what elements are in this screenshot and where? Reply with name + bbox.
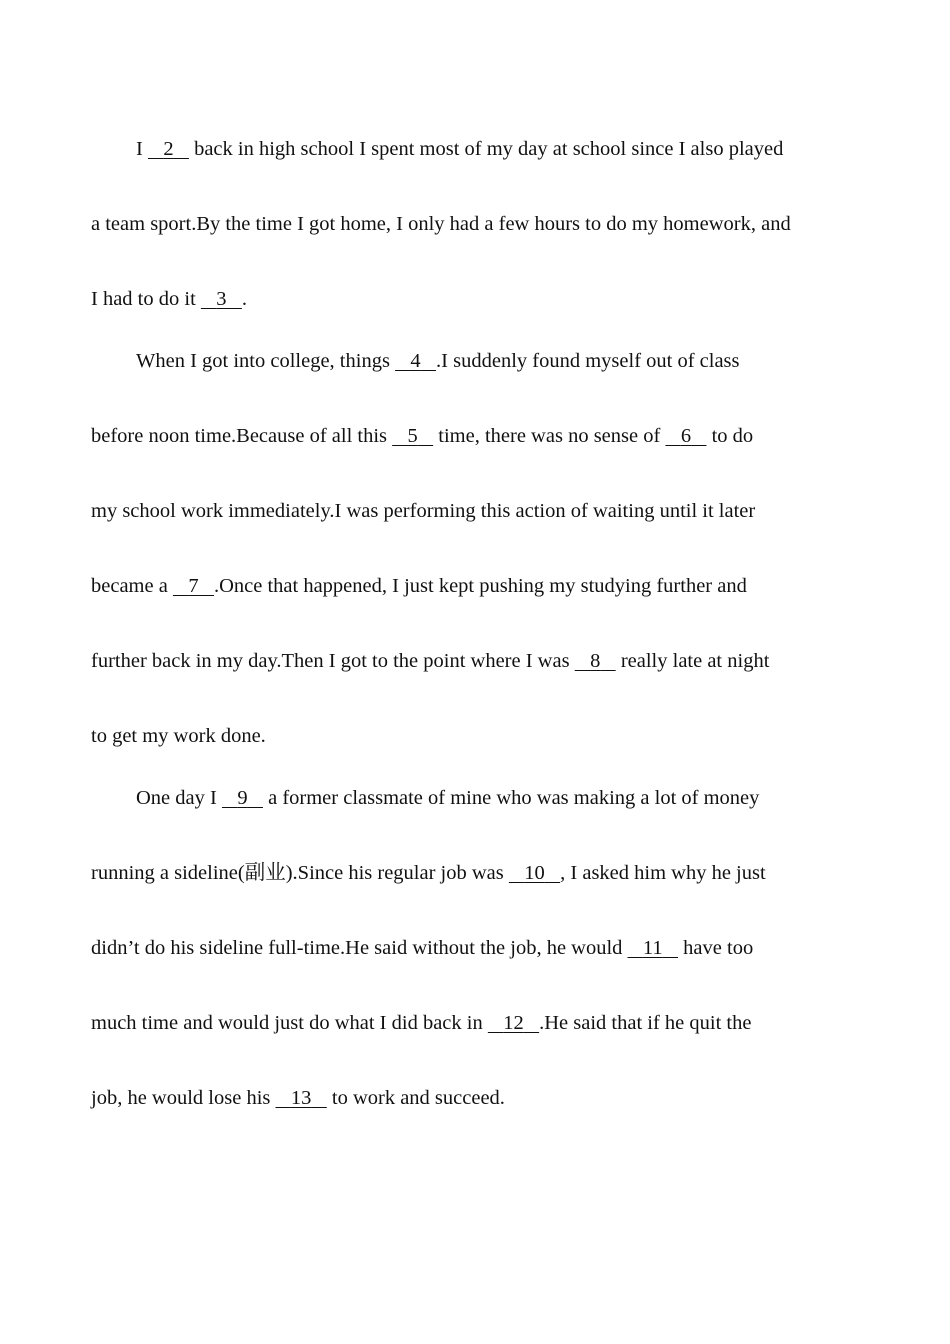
paragraph-1	[91, 118, 866, 330]
blank-10	[509, 862, 560, 884]
text-segment: One day I	[136, 787, 222, 809]
text-segment: a former classmate of mine who was making a lot of money	[262, 787, 760, 809]
text-segment: a team sport.By the time I got home, I only had a few hours to do my homework, and	[91, 213, 791, 235]
blank-9	[222, 787, 263, 809]
blank-number: 9	[237, 787, 248, 809]
blank-number: 2	[163, 138, 174, 160]
blank-number: 7	[188, 575, 199, 597]
blank-4	[395, 350, 436, 372]
blank-number: 13	[290, 1087, 312, 1109]
blank-number: 11	[642, 937, 663, 959]
blank-11	[628, 937, 679, 959]
paragraph-2	[91, 330, 866, 767]
blank-7	[173, 575, 214, 597]
text-segment: running a sideline(副业).Since his regular job was	[91, 862, 509, 884]
text-line	[91, 330, 866, 405]
blank-number: 10	[524, 862, 545, 884]
cloze-passage	[91, 118, 866, 1129]
text-line	[91, 555, 866, 630]
text-line	[91, 268, 866, 330]
blank-number: 6	[680, 425, 692, 447]
blank-number: 8	[590, 650, 601, 672]
text-segment: much time and would just do what I did back in	[91, 1012, 488, 1034]
text-line	[91, 405, 866, 480]
text-segment: my school work immediately.I was performing this action of waiting until it later	[91, 500, 756, 522]
text-segment: , I asked him why he just	[560, 862, 766, 884]
blank-3	[201, 288, 242, 310]
blank-8	[575, 650, 616, 672]
text-line	[91, 705, 866, 767]
text-line	[91, 842, 866, 917]
blank-6	[665, 425, 706, 447]
text-segment: .I suddenly found myself out of class	[436, 350, 740, 372]
blank-2	[148, 138, 189, 160]
blank-13	[276, 1087, 327, 1109]
blank-5	[392, 425, 433, 447]
text-segment: job, he would lose his	[91, 1087, 276, 1109]
paragraph-3	[91, 767, 866, 1129]
text-segment: .He said that if he quit the	[539, 1012, 752, 1034]
text-segment: have too	[678, 937, 754, 959]
text-line	[91, 992, 866, 1067]
text-segment: I had to do it	[91, 288, 201, 310]
text-line	[91, 767, 866, 842]
text-segment: to work and succeed.	[326, 1087, 505, 1109]
text-line	[91, 1067, 866, 1129]
text-line	[91, 480, 866, 555]
text-segment: to do	[706, 425, 754, 447]
text-segment: really late at night	[615, 650, 770, 672]
text-segment: time, there was no sense of	[433, 425, 666, 447]
text-segment: to get my work done.	[91, 725, 266, 747]
text-segment: .	[241, 288, 248, 310]
text-line	[91, 630, 866, 705]
text-segment: back in high school I spent most of my day at school since I also played	[188, 138, 784, 160]
blank-number: 4	[410, 350, 421, 372]
text-segment: didn’t do his sideline full-time.He said without the job, he would	[91, 937, 628, 959]
blank-number: 3	[216, 288, 227, 310]
text-line	[91, 118, 866, 193]
text-segment: I	[136, 138, 148, 160]
text-segment: When I got into college, things	[136, 350, 396, 372]
blank-number: 12	[503, 1012, 524, 1034]
text-line	[91, 917, 866, 992]
blank-12	[488, 1012, 539, 1034]
text-segment: further back in my day.Then I got to the point where I was	[91, 650, 575, 672]
text-line	[91, 193, 866, 268]
text-segment: before noon time.Because of all this	[91, 425, 393, 447]
text-segment: became a	[91, 575, 173, 597]
text-segment: .Once that happened, I just kept pushing my studying further and	[213, 575, 747, 597]
blank-number: 5	[407, 425, 418, 447]
